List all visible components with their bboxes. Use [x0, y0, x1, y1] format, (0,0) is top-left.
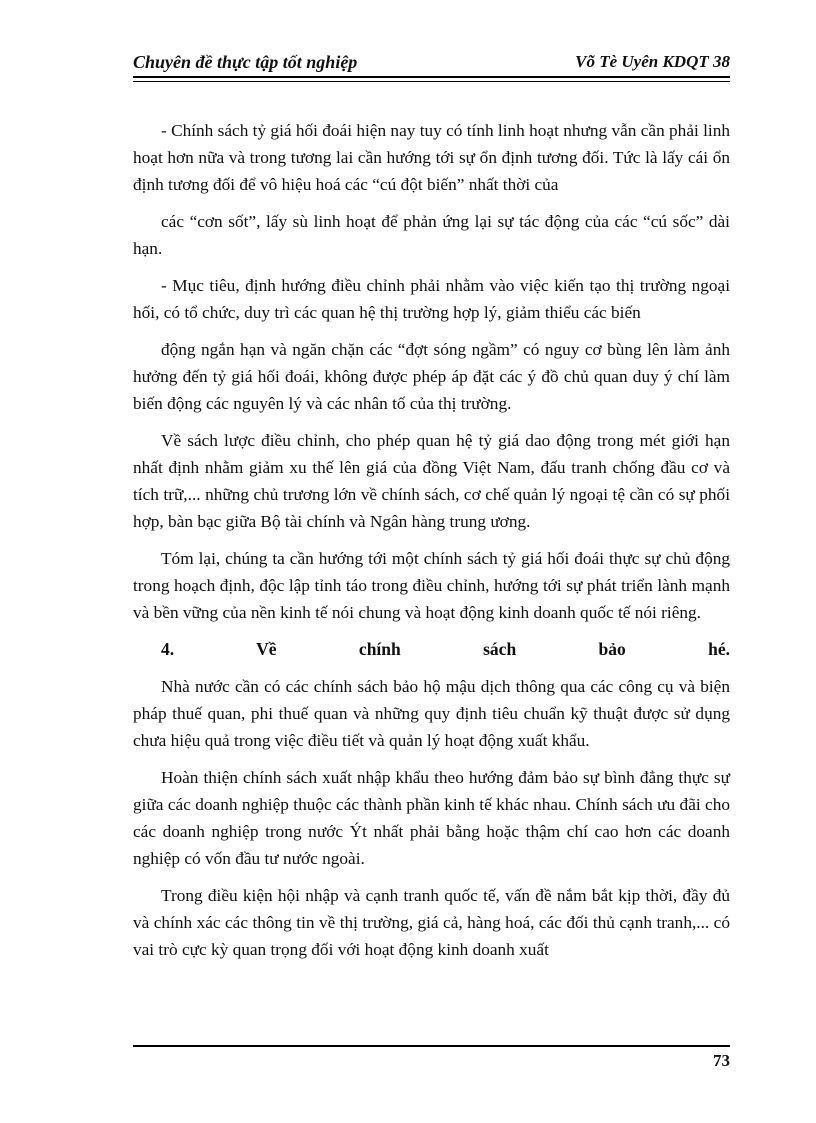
- footer-rule: [133, 1045, 730, 1047]
- header-title: Chuyên đề thực tập tốt nghiệp: [133, 52, 358, 72]
- paragraph-market-information: Trong điều kiện hội nhập và cạnh tranh quốc tế, vấn đề nắm bắt kịp thời, đầy đủ và chính xác các thông tin về thị trường, giá cả, hàng hoá, các đối thủ cạnh tranh,... có vai trò cực kỳ quan trọng đối với hoạt động kinh doanh xuất: [133, 886, 730, 959]
- document-body: [133, 117, 730, 963]
- page-header: [133, 48, 730, 78]
- header-rule: [133, 76, 730, 78]
- header-rule-thin: [133, 81, 730, 82]
- page-number: 73: [713, 1051, 730, 1070]
- paragraph-objectives-cont: động ngắn hạn và ngăn chặn các “đợt sóng ngầm” có nguy cơ bùng lên làm ảnh hưởng đến tỷ giá hối đoái, không được phép áp đặt các ý đồ chủ quan duy ý chí làm biến động các nguyên lý và các nhân tố của thị trường.: [133, 340, 730, 413]
- paragraph-objectives: - Mục tiêu, định hướng điều chỉnh phải nhằm vào việc kiến tạo thị trường ngoại hối, có tổ chức, duy trì các quan hệ thị trường hợp lý, giảm thiểu các biến: [133, 276, 730, 322]
- paragraph-protection-policy: Nhà nước cần có các chính sách bảo hộ mậu dịch thông qua các công cụ và biện pháp thuế quan, phi thuế quan và những quy định tiêu chuẩn kỹ thuật được sử dụng chưa hiệu quả trong việc điều tiết và quản lý hoạt động xuất khẩu.: [133, 677, 730, 750]
- paragraph-adjustment-strategy: Về sách lược điều chỉnh, cho phép quan hệ tỷ giá dao động trong mét giới hạn nhất định nhằm giảm xu thế lên giá của đồng Việt Nam, đấu tranh chống đầu cơ và tích trữ,... những chủ trương lớn về chính sách, cơ chế quản lý ngoại tệ cần có sự phối hợp, bàn bạc giữa Bộ tài chính và Ngân hàng trung ương.: [133, 431, 730, 531]
- paragraph-summary: Tóm lại, chúng ta cần hướng tới một chính sách tỷ giá hối đoái thực sự chủ động trong hoạch định, độc lập tỉnh táo trong điều chỉnh, hướng tới sự phát triển lành mạnh và bền vững của nền kinh tế nói chung và hoạt động kinh doanh quốc tế nói riêng.: [133, 549, 730, 622]
- paragraph-exchange-flexibility: - Chính sách tỷ giá hối đoái hiện nay tuy có tính linh hoạt nhưng vẫn cần phải linh hoạt hơn nữa và trong tương lai cần hướng tới sự ổn định tương đối. Tức là lấy cái ổn định tương đối để vô hiệu hoá các “cú đột biến” nhất thời của: [133, 121, 730, 194]
- header-author: Võ Tè Uyên KDQT 38: [575, 52, 730, 71]
- section-heading: 4. Về chính sách bảo hé.: [161, 639, 730, 659]
- paragraph-exchange-flexibility-cont: các “cơn sốt”, lấy sù linh hoạt để phản ứng lại sự tác động của các “cú sốc” dài hạn.: [133, 212, 730, 258]
- paragraph-import-export-policy: Hoàn thiện chính sách xuất nhập khẩu theo hướng đảm bảo sự bình đẳng thực sự giữa các doanh nghiệp thuộc các thành phần kinh tế khác nhau. Chính sách ưu đãi cho các doanh nghiệp trong nước Ýt nhất phải bằng hoặc thậm chí cao hơn các doanh nghiệp có vốn đầu tư nước ngoài.: [133, 768, 730, 868]
